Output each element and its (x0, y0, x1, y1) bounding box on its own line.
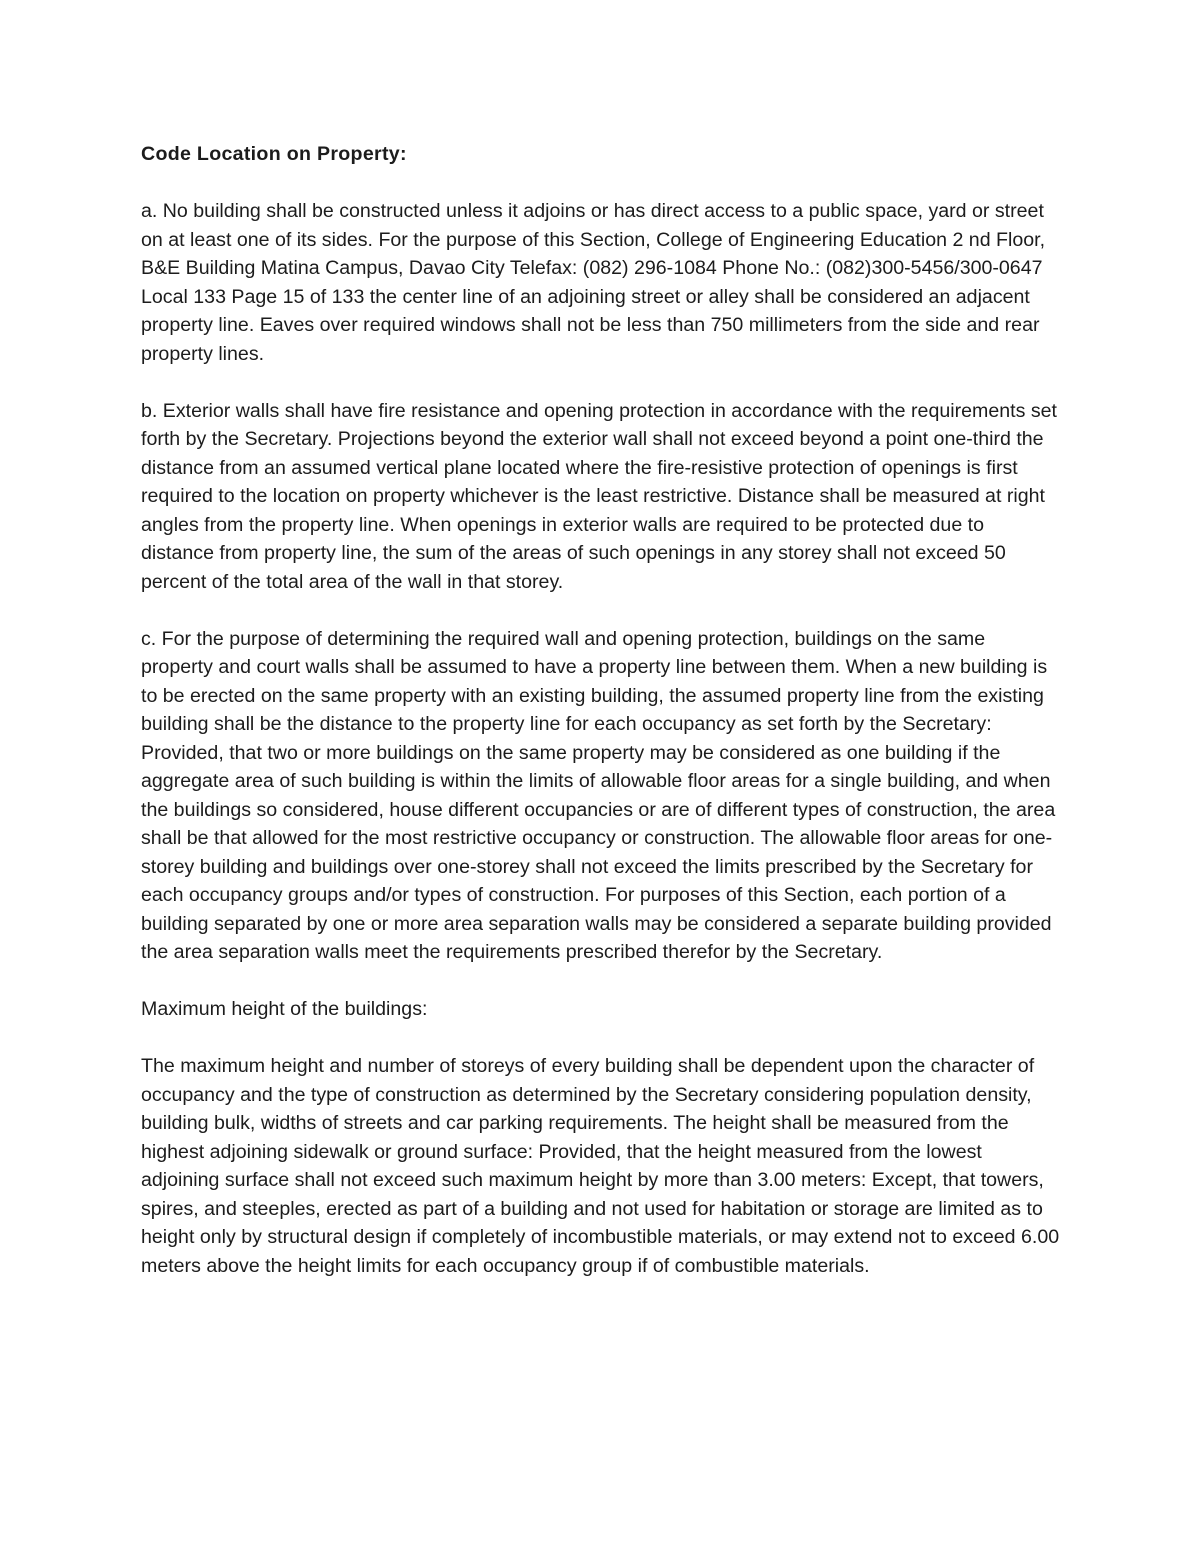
section-heading: Code Location on Property: (141, 143, 407, 165)
subheading-max-height: Maximum height of the buildings: (141, 998, 428, 1020)
paragraph-a: a. No building shall be constructed unless it adjoins or has direct access to a public space, yard or street on at least one of its sides. For the purpose of this Section, College of Engineering Education 2 nd Floor, B&E Building Matina Campus, Davao City Telefax: (082) 296-1084 Phone No.: (082)300-5456/300-0647 Local 133 Page 15 of 133 the center line of an adjoining street or alley shall be considered an adjacent property line. Eaves over required windows shall not be less than 750 millimeters from the side and rear property lines. (141, 200, 1046, 365)
document-body (141, 140, 1061, 1309)
paragraph-max-height: The maximum height and number of storeys of every building shall be dependent upon the character of occupancy and the type of construction as determined by the Secretary considering population density, building bulk, widths of streets and car parking requirements. The height shall be measured from the highest adjoining sidewalk or ground surface: Provided, that the height measured from the lowest adjoining surface shall not exceed such maximum height by more than 3.00 meters: Except, that towers, spires, and steeples, erected as part of a building and not used for habitation or storage are limited as to height only by structural design if completely of incombustible materials, or may extend not to exceed 6.00 meters above the height limits for each occupancy group if of combustible materials. (141, 1055, 1060, 1277)
paragraph-b: b. Exterior walls shall have fire resistance and opening protection in accordance with the requirements set forth by the Secretary. Projections beyond the exterior wall shall not exceed beyond a point one-third the distance from an assumed vertical plane located where the fire-resistive protection of openings is first required to the location on property whichever is the least restrictive. Distance shall be measured at right angles from the property line. When openings in exterior walls are required to be protected due to distance from property line, the sum of the areas of such openings in any storey shall not exceed 50 percent of the total area of the wall in that storey. (141, 399, 1057, 593)
paragraph-c: c. For the purpose of determining the required wall and opening protection, buildings on the same property and court walls shall be assumed to have a property line between them. When a new building is to be erected on the same property with an existing building, the assumed property line from the existing building shall be the distance to the property line for each occupancy as set forth by the Secretary: Provided, that two or more buildings on the same property may be considered as one building if the aggregate area of such building is within the limits of allowable floor areas for a single building, and when the buildings so considered, house different occupancies or are of different types of construction, the area shall be that allowed for the most restrictive occupancy or construction. The allowable floor areas for one-storey building and buildings over one-storey shall not exceed the limits prescribed by the Secretary for each occupancy groups and/or types of construction. For purposes of this Section, each portion of a building separated by one or more area separation walls may be considered a separate building provided the area separation walls meet the requirements prescribed therefor by the Secretary. (141, 627, 1056, 963)
